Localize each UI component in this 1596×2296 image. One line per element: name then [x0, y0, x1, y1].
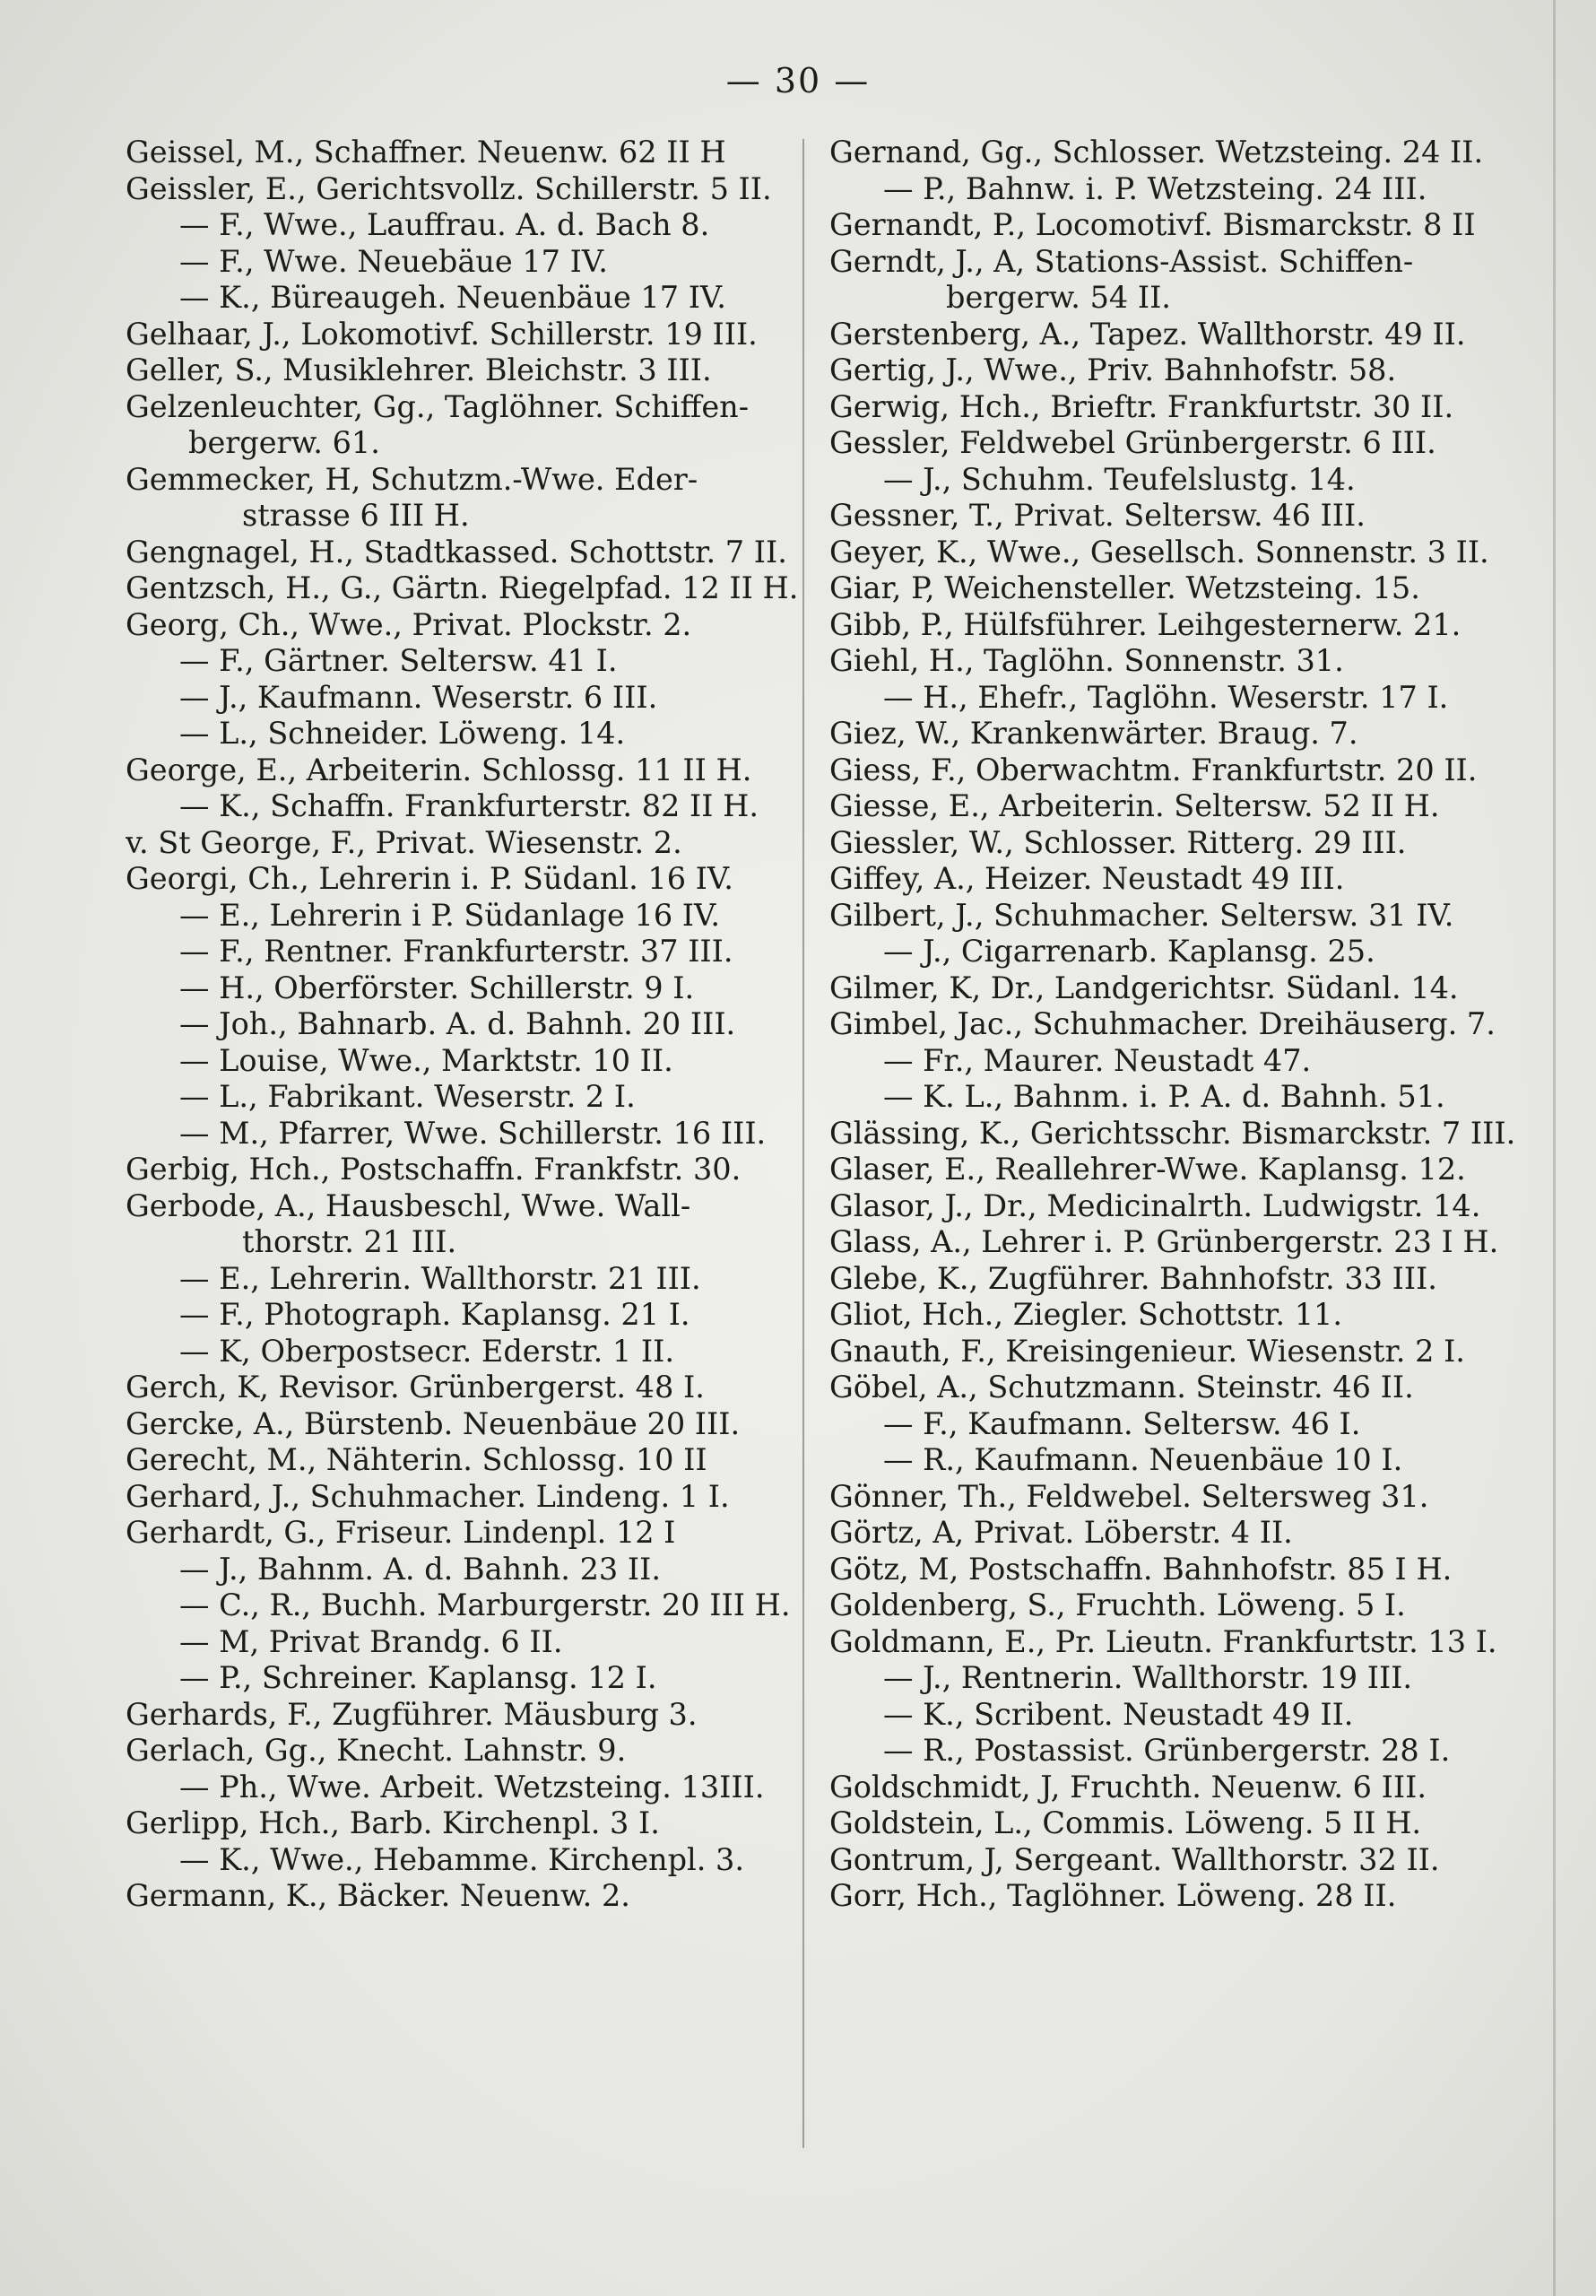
- directory-entry: Göbel, A., Schutzmann. Steinstr. 46 II.: [829, 1370, 1414, 1405]
- directory-entry: Götz, M, Postschaffn. Bahnhofstr. 85 I H.: [829, 1551, 1453, 1587]
- directory-entry: — P., Schreiner. Kaplansg. 12 I.: [179, 1660, 657, 1695]
- directory-entry: Georgi, Ch., Lehrerin i. P. Südanl. 16 IV.: [126, 861, 733, 896]
- directory-entry: Goldschmidt, J, Fruchth. Neuenw. 6 III.: [829, 1769, 1427, 1805]
- directory-entry: Gibb, P., Hülfsführer. Leihgesternerw. 21.: [829, 606, 1462, 642]
- directory-entry: Gerbig, Hch., Postschaffn. Frankfstr. 30.: [126, 1152, 742, 1187]
- directory-entry: — K., Schaffn. Frankfurterstr. 82 II H.: [179, 788, 759, 823]
- directory-entry: Gerhardt, G., Friseur. Lindenpl. 12 I: [126, 1515, 676, 1550]
- directory-entry: Gerch, K, Revisor. Grünbergerst. 48 I.: [126, 1370, 705, 1405]
- directory-entry: — Fr., Maurer. Neustadt 47.: [883, 1042, 1312, 1078]
- directory-entry: Germann, K., Bäcker. Neuenw. 2.: [126, 1878, 630, 1913]
- directory-entry: — E., Lehrerin. Wallthorstr. 21 III.: [179, 1260, 701, 1296]
- directory-entry: Giessler, W., Schlosser. Ritterg. 29 III.: [829, 824, 1407, 860]
- directory-entry: Goldstein, L., Commis. Löweng. 5 II H.: [829, 1805, 1422, 1840]
- directory-entry: Giar, P, Weichensteller. Wetzsteing. 15.: [829, 570, 1420, 605]
- directory-entry: Geissel, M., Schaffner. Neuenw. 62 II H: [126, 135, 726, 170]
- directory-entry: Glass, A., Lehrer i. P. Grünbergerstr. 23 I H.: [829, 1224, 1499, 1259]
- directory-entry: Georg, Ch., Wwe., Privat. Plockstr. 2.: [126, 606, 692, 642]
- directory-entry: Gessner, T., Privat. Seltersw. 46 III.: [829, 498, 1366, 533]
- directory-entry: Gertig, J., Wwe., Priv. Bahnhofstr. 58.: [829, 352, 1397, 387]
- directory-entry: — K., Scribent. Neustadt 49 II.: [883, 1696, 1354, 1732]
- directory-entry: strasse 6 III H.: [242, 498, 470, 533]
- directory-entry: Gelhaar, J., Lokomotivf. Schillerstr. 19 III.: [126, 316, 758, 352]
- column-divider: [802, 139, 804, 2148]
- directory-entry: — H., Oberförster. Schillerstr. 9 I.: [179, 970, 695, 1005]
- left-column: [126, 135, 861, 2170]
- directory-entry: — F., Kaufmann. Seltersw. 46 I.: [883, 1405, 1361, 1441]
- directory-entry: Geller, S., Musiklehrer. Bleichstr. 3 III.: [126, 352, 712, 387]
- directory-entry: — K., Wwe., Hebamme. Kirchenpl. 3.: [179, 1841, 745, 1877]
- directory-entry: Glebe, K., Zugführer. Bahnhofstr. 33 III.: [829, 1260, 1437, 1296]
- directory-entry: Gerecht, M., Nähterin. Schlossg. 10 II: [126, 1442, 707, 1477]
- page-edge-line: [1553, 0, 1556, 2296]
- directory-entry: Gessler, Feldwebel Grünbergerstr. 6 III.: [829, 425, 1436, 460]
- directory-entry: — H., Ehefr., Taglöhn. Weserstr. 17 I.: [883, 679, 1449, 715]
- directory-entry: — Joh., Bahnarb. A. d. Bahnh. 20 III.: [179, 1006, 736, 1041]
- directory-entry: Giesse, E., Arbeiterin. Seltersw. 52 II H.: [829, 788, 1440, 823]
- directory-entry: Gilmer, K, Dr., Landgerichtsr. Südanl. 14.: [829, 970, 1459, 1005]
- directory-entry: Gentzsch, H., G., Gärtn. Riegelpfad. 12 II H.: [126, 570, 799, 605]
- directory-entry: — M, Privat Brandg. 6 II.: [179, 1623, 563, 1659]
- directory-entry: — J., Schuhm. Teufelslustg. 14.: [883, 461, 1356, 497]
- page-number: — 30 —: [725, 61, 871, 100]
- directory-entry: Glaser, E., Reallehrer-Wwe. Kaplansg. 12.: [829, 1152, 1466, 1187]
- directory-entry: Gerstenberg, A., Tapez. Wallthorstr. 49 II.: [829, 316, 1466, 352]
- directory-entry: — F., Photograph. Kaplansg. 21 I.: [179, 1297, 690, 1332]
- directory-entry: — M., Pfarrer, Wwe. Schillerstr. 16 III.: [179, 1115, 767, 1151]
- directory-entry: — F., Wwe., Lauffrau. A. d. Bach 8.: [179, 207, 710, 242]
- directory-entry: Giffey, A., Heizer. Neustadt 49 III.: [829, 861, 1345, 896]
- directory-entry: Gerbode, A., Hausbeschl, Wwe. Wall-: [126, 1187, 691, 1223]
- directory-entry: Glasor, J., Dr., Medicinalrth. Ludwigstr. 14.: [829, 1187, 1481, 1223]
- directory-entry: bergerw. 61.: [188, 425, 380, 460]
- directory-entry: — L., Fabrikant. Weserstr. 2 I.: [179, 1079, 636, 1114]
- directory-entry: — K., Büreaugeh. Neuenbäue 17 IV.: [179, 280, 726, 315]
- directory-entry: — R., Kaufmann. Neuenbäue 10 I.: [883, 1442, 1403, 1477]
- directory-entry: Geissler, E., Gerichtsvollz. Schillerstr. 5 II.: [126, 170, 772, 206]
- right-column: [829, 135, 1565, 2170]
- directory-entry: Gengnagel, H., Stadtkassed. Schottstr. 7 II.: [126, 534, 787, 570]
- directory-entry: — Louise, Wwe., Marktstr. 10 II.: [179, 1042, 673, 1078]
- directory-entry: George, E., Arbeiterin. Schlossg. 11 II H.: [126, 752, 752, 787]
- directory-entry: — K, Oberpostsecr. Ederstr. 1 II.: [179, 1333, 674, 1369]
- directory-entry: Goldenberg, S., Fruchth. Löweng. 5 I.: [829, 1587, 1406, 1622]
- directory-entry: thorstr. 21 III.: [242, 1224, 457, 1259]
- directory-entry: Giehl, H., Taglöhn. Sonnenstr. 31.: [829, 643, 1344, 678]
- directory-entry: — R., Postassist. Grünbergerstr. 28 I.: [883, 1733, 1451, 1768]
- directory-entry: Giez, W., Krankenwärter. Braug. 7.: [829, 716, 1358, 751]
- directory-entry: Gerlipp, Hch., Barb. Kirchenpl. 3 I.: [126, 1805, 660, 1840]
- directory-entry: Gimbel, Jac., Schuhmacher. Dreihäuserg. 7.: [829, 1006, 1496, 1041]
- directory-entry: Gernand, Gg., Schlosser. Wetzsteing. 24 II.: [829, 135, 1484, 170]
- directory-entry: — J., Kaufmann. Weserstr. 6 III.: [179, 679, 658, 715]
- directory-entry: — F., Wwe. Neuebäue 17 IV.: [179, 243, 608, 279]
- directory-entry: — J., Cigarrenarb. Kaplansg. 25.: [883, 934, 1375, 969]
- directory-entry: Giess, F., Oberwachtm. Frankfurtstr. 20 II.: [829, 752, 1478, 787]
- directory-entry: — E., Lehrerin i P. Südanlage 16 IV.: [179, 897, 721, 933]
- directory-entry: Gönner, Th., Feldwebel. Seltersweg 31.: [829, 1478, 1429, 1514]
- directory-entry: Gliot, Hch., Ziegler. Schottstr. 11.: [829, 1297, 1342, 1332]
- directory-entry: — F., Gärtner. Seltersw. 41 I.: [179, 643, 618, 678]
- directory-entry: — P., Bahnw. i. P. Wetzsteing. 24 III.: [883, 170, 1427, 206]
- directory-entry: — L., Schneider. Löweng. 14.: [179, 716, 626, 751]
- directory-entry: Geyer, K., Wwe., Gesellsch. Sonnenstr. 3 II.: [829, 534, 1489, 570]
- directory-entry: Gontrum, J, Sergeant. Wallthorstr. 32 II.: [829, 1841, 1440, 1877]
- directory-entry: — Ph., Wwe. Arbeit. Wetzsteing. 13III.: [179, 1769, 765, 1805]
- directory-entry: bergerw. 54 II.: [946, 280, 1171, 315]
- directory-entry: Görtz, A, Privat. Löberstr. 4 II.: [829, 1515, 1293, 1550]
- directory-entry: — C., R., Buchh. Marburgerstr. 20 III H.: [179, 1587, 791, 1622]
- directory-entry: Gerndt, J., A, Stations-Assist. Schiffen-: [829, 243, 1414, 279]
- directory-entry: — K. L., Bahnm. i. P. A. d. Bahnh. 51.: [883, 1079, 1445, 1114]
- directory-entry: — F., Rentner. Frankfurterstr. 37 III.: [179, 934, 733, 969]
- directory-entry: Glässing, K., Gerichtsschr. Bismarckstr. 7 III.: [829, 1115, 1516, 1151]
- directory-entry: Gercke, A., Bürstenb. Neuenbäue 20 III.: [126, 1405, 741, 1441]
- directory-entry: Gerwig, Hch., Brieftr. Frankfurtstr. 30 II.: [829, 388, 1454, 424]
- directory-entry: Gemmecker, H, Schutzm.-Wwe. Eder-: [126, 461, 698, 497]
- directory-entry: — J., Bahnm. A. d. Bahnh. 23 II.: [179, 1551, 661, 1587]
- directory-entry: Gerlach, Gg., Knecht. Lahnstr. 9.: [126, 1733, 627, 1768]
- directory-entry: Gerhards, F., Zugführer. Mäusburg 3.: [126, 1696, 698, 1732]
- directory-entry: Goldmann, E., Pr. Lieutn. Frankfurtstr. 13 I.: [829, 1623, 1497, 1659]
- directory-entry: Gnauth, F., Kreisingenieur. Wiesenstr. 2 I.: [829, 1333, 1465, 1369]
- directory-entry: Gelzenleuchter, Gg., Taglöhner. Schiffen-: [126, 388, 750, 424]
- directory-entry: Gernandt, P., Locomotivf. Bismarckstr. 8 II: [829, 207, 1476, 242]
- directory-entry: Gerhard, J., Schuhmacher. Lindeng. 1 I.: [126, 1478, 730, 1514]
- directory-entry: v. St George, F., Privat. Wiesenstr. 2.: [126, 824, 682, 860]
- directory-entry: Gorr, Hch., Taglöhner. Löweng. 28 II.: [829, 1878, 1397, 1913]
- directory-entry: Gilbert, J., Schuhmacher. Seltersw. 31 IV.: [829, 897, 1454, 933]
- directory-entry: — J., Rentnerin. Wallthorstr. 19 III.: [883, 1660, 1413, 1695]
